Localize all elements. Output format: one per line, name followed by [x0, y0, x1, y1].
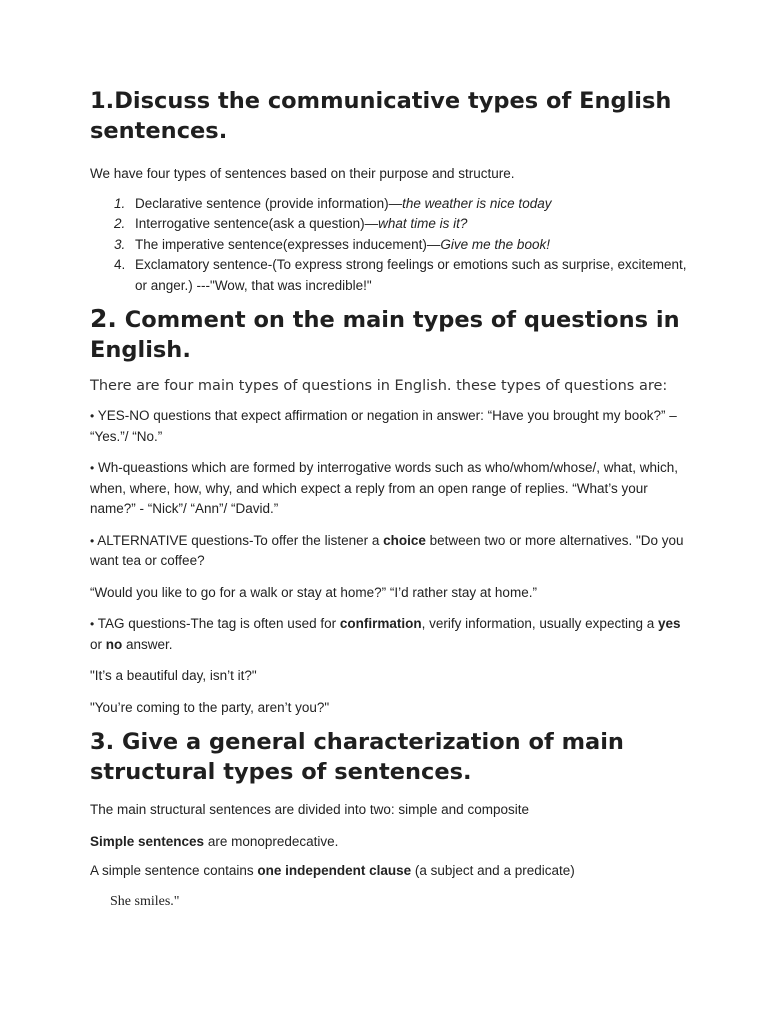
section-2-intro: There are four main types of questions in English. these types of questions are: — [90, 378, 668, 394]
yes-no-paragraph: • YES-NO questions that expect affirmation or negation in answer: “Have you brought my book?” – “Yes.”/ “No.” — [90, 408, 677, 444]
simple-example: She smiles." — [110, 893, 180, 909]
simple-contains-paragraph: A simple sentence contains one independent clause (a subject and a predicate) — [90, 863, 575, 878]
section-1-heading: 1.Discuss the communicative types of English sentences. — [90, 88, 672, 144]
bullet-icon: • — [90, 461, 95, 475]
tag-paragraph: • TAG questions-The tag is often used for confirmation, verify information, usually expecting a yes or no answer. — [90, 616, 681, 652]
list-item: 2. Interrogative sentence(ask a question)—what time is it? — [114, 216, 468, 231]
document-content — [90, 86, 690, 912]
section-2-heading: 2. Comment on the main types of questions in English. — [90, 304, 680, 363]
tag-example-2: "You’re coming to the party, aren’t you?" — [90, 699, 330, 715]
list-item: 4. Exclamatory sentence-(To express strong feelings or emotions such as surprise, excitement, or anger.) ---"Wow, that was incredible!" — [114, 257, 687, 293]
alternative-example: “Would you like to go for a walk or stay at home?” “I’d rather stay at home.” — [90, 584, 537, 600]
communicative-types-list — [90, 194, 690, 297]
tag-example-1: "It’s a beautiful day, isn’t it?" — [90, 668, 257, 683]
bullet-icon: • — [90, 409, 95, 423]
list-item: 3. The imperative sentence(expresses inducement)—Give me the book! — [114, 236, 550, 252]
simple-sentences-paragraph: Simple sentences are monopredecative. — [90, 833, 339, 849]
wh-paragraph: • Wh-queastions which are formed by interrogative words such as who/whom/whose/, what, which, when, where, how, why, and which expect a reply from an open range of replies. “What’s your name?” - “Nick”/ “Ann”/ “David.” — [90, 460, 678, 516]
bullet-icon: • — [90, 533, 95, 548]
section-3-heading: 3. Give a general characterization of main structural types of sentences. — [90, 729, 624, 785]
list-item: 1. Declarative sentence (provide information)—the weather is nice today — [114, 195, 552, 211]
alternative-paragraph: • ALTERNATIVE questions-To offer the listener a choice between two or more alternatives. "Do you want tea or coffee? — [90, 532, 684, 568]
bullet-icon: • — [90, 617, 95, 631]
section-1-intro: We have four types of sentences based on their purpose and structure. — [90, 166, 515, 181]
section-3-intro: The main structural sentences are divided into two: simple and composite — [90, 802, 529, 817]
